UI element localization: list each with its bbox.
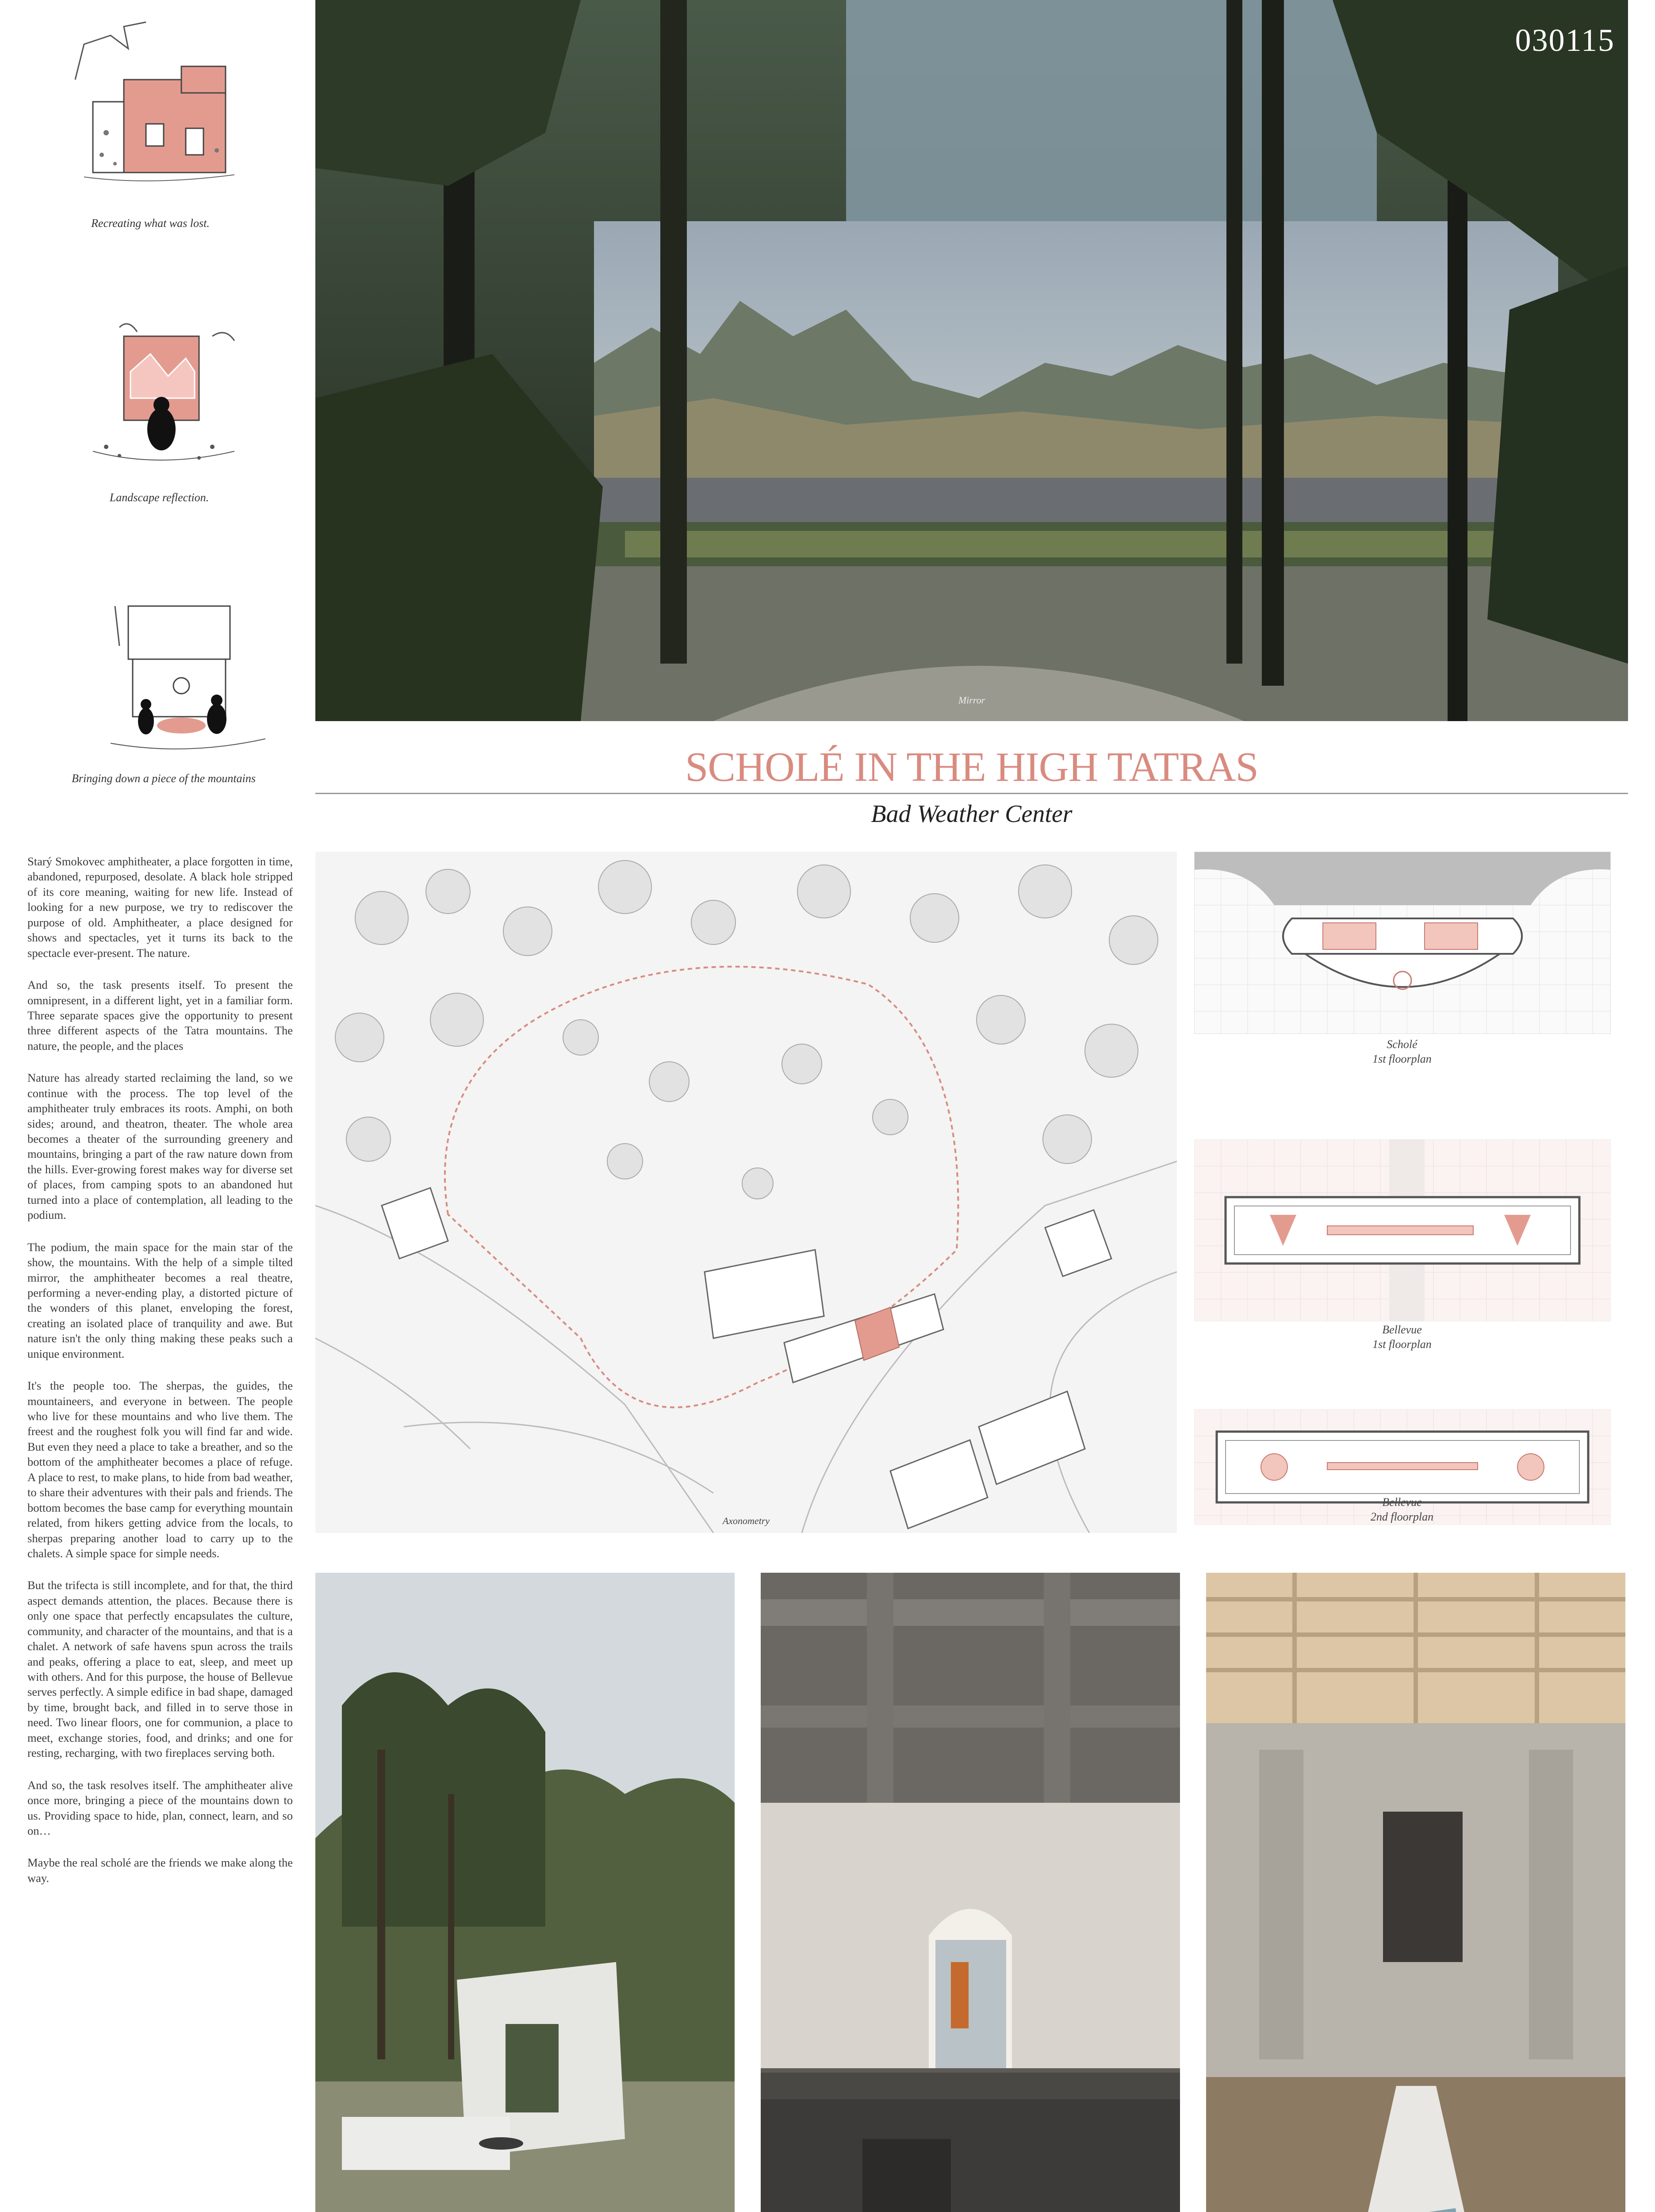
hero-mirror-render [315, 0, 1628, 721]
plan-name: Bellevue [1382, 1323, 1422, 1336]
plan-name: Scholé [1387, 1038, 1417, 1051]
sketch-2-caption: Landscape reflection. [109, 491, 209, 504]
hero-caption: Mirror [958, 695, 985, 706]
plan-level: 1st floorplan [1372, 1337, 1432, 1351]
bellevue-1st-floorplan [1194, 1139, 1611, 1321]
sketch-1 [57, 18, 243, 195]
bellevue-2nd-plan-label [1283, 1495, 1521, 1524]
body-paragraph: And so, the task presents itself. To present the omnipresent, in a different light, yet in a familiar form. Three separate spaces give the opportunity to present three different aspects of the Tatra mountains. The nature, the people, and the places [27, 978, 293, 1052]
hut-gathering-sketch-icon [93, 593, 279, 761]
body-paragraph: It's the people too. The sherpas, the guides, the mountaineers, and everyone in between. The people who live for these mountains and who live them. The freest and the roughest folk you will find far and wide. But even they need a place to take a breather, and so the bottom of the amphitheater becomes a place of refuge. A place to rest, to make plans, to hide from bad weather, to share their adventures with their pals and friends. The bottom becomes the base camp for everything mountain related, from hikers getting advice from the locals, to sherpas preparing another load to carry up to the chalets. A simple space for simple needs. [27, 1379, 293, 1560]
page-title: SCHOLÉ IN THE HIGH TATRAS [685, 744, 1258, 790]
bellevue-render [1206, 1573, 1625, 2212]
sketch-3 [93, 593, 279, 761]
body-text [27, 854, 293, 1902]
sketch-1-caption: Recreating what was lost. [91, 217, 210, 230]
ruin-rebuild-sketch-icon [57, 18, 243, 195]
plan-level: 1st floorplan [1372, 1052, 1432, 1065]
schole-floorplan [1194, 852, 1611, 1034]
body-paragraph: Starý Smokovec amphitheater, a place forgotten in time, abandoned, repurposed, desolate. A black hole stripped of its core meaning, waiting for new life. Instead of looking for a new purpose, we try to rediscover the purpose of old. Amphitheater, a place designed for shows and spectacles, yet it turns its back to the spectacle ever-present. The nature. [27, 855, 293, 960]
bellevue-1st-plan-label [1283, 1323, 1521, 1352]
page-subtitle: Bad Weather Center [871, 800, 1073, 828]
plan-level: 2nd floorplan [1370, 1510, 1434, 1523]
schole-plan-label [1283, 1037, 1521, 1066]
body-paragraph: Nature has already started reclaiming the land, so we continue with the process. The top level of the amphitheater truly embraces its roots. Amphi, on both sides; around, and theatron, theater. The whole area becomes a theater of the surrounding greenery and mountains, bringing a part of the raw nature down from the hills. Ever-growing forest makes way for diverse set of places, from camping spots to an abandoned hut turned into a place of contemplation, all leading to the podium. [27, 1071, 293, 1222]
pavilion-render [315, 1573, 735, 2212]
plan-name: Bellevue [1382, 1496, 1422, 1509]
sketch-3-caption: Bringing down a piece of the mountains [72, 772, 256, 785]
sketch-2 [66, 319, 252, 478]
body-paragraph: The podium, the main space for the main star of the show, the mountains. With the help of a simple tilted mirror, the amphitheater becomes a real theatre, performing a never-ending play, a distorted picture of the wonders of this planet, enveloping the forest, creating an isolated place of tranquility and awe. But nature isn't the only thing making these peaks such a unique environment. [27, 1240, 293, 1360]
title-rule [315, 793, 1628, 794]
body-paragraph: But the trifecta is still incomplete, and for that, the third aspect demands attention, the places. Because there is only one space that perfectly encapsulates the culture, community, and character of the mountains, and that is a chalet. A network of safe havens spun across the trails and peaks, offering a place to eat, sleep, and meet up with others. And for this purpose, the house of Bellevue serves perfectly. A simple edifice in bad shape, damaged by time, brought back, and filled in to serve those in need. Two linear floors, one for communion, a place to meet, exchange stories, food, and drinks; and one for resting, recharging, with two fireplaces serving both. [27, 1578, 293, 1760]
mirror-reflection-sketch-icon [66, 319, 252, 478]
axonometry-drawing [315, 852, 1177, 1533]
body-paragraph: Maybe the real scholé are the friends we make along the way. [27, 1856, 293, 1885]
base-camp-render [761, 1573, 1180, 2212]
sheet-code: 030115 [1515, 23, 1615, 58]
body-paragraph: And so, the task resolves itself. The amphitheater alive once more, bringing a piece of the mountains down to us. Providing space to hide, plan, connect, learn, and so on… [27, 1778, 293, 1837]
axonometry-caption: Axonometry [722, 1515, 770, 1526]
